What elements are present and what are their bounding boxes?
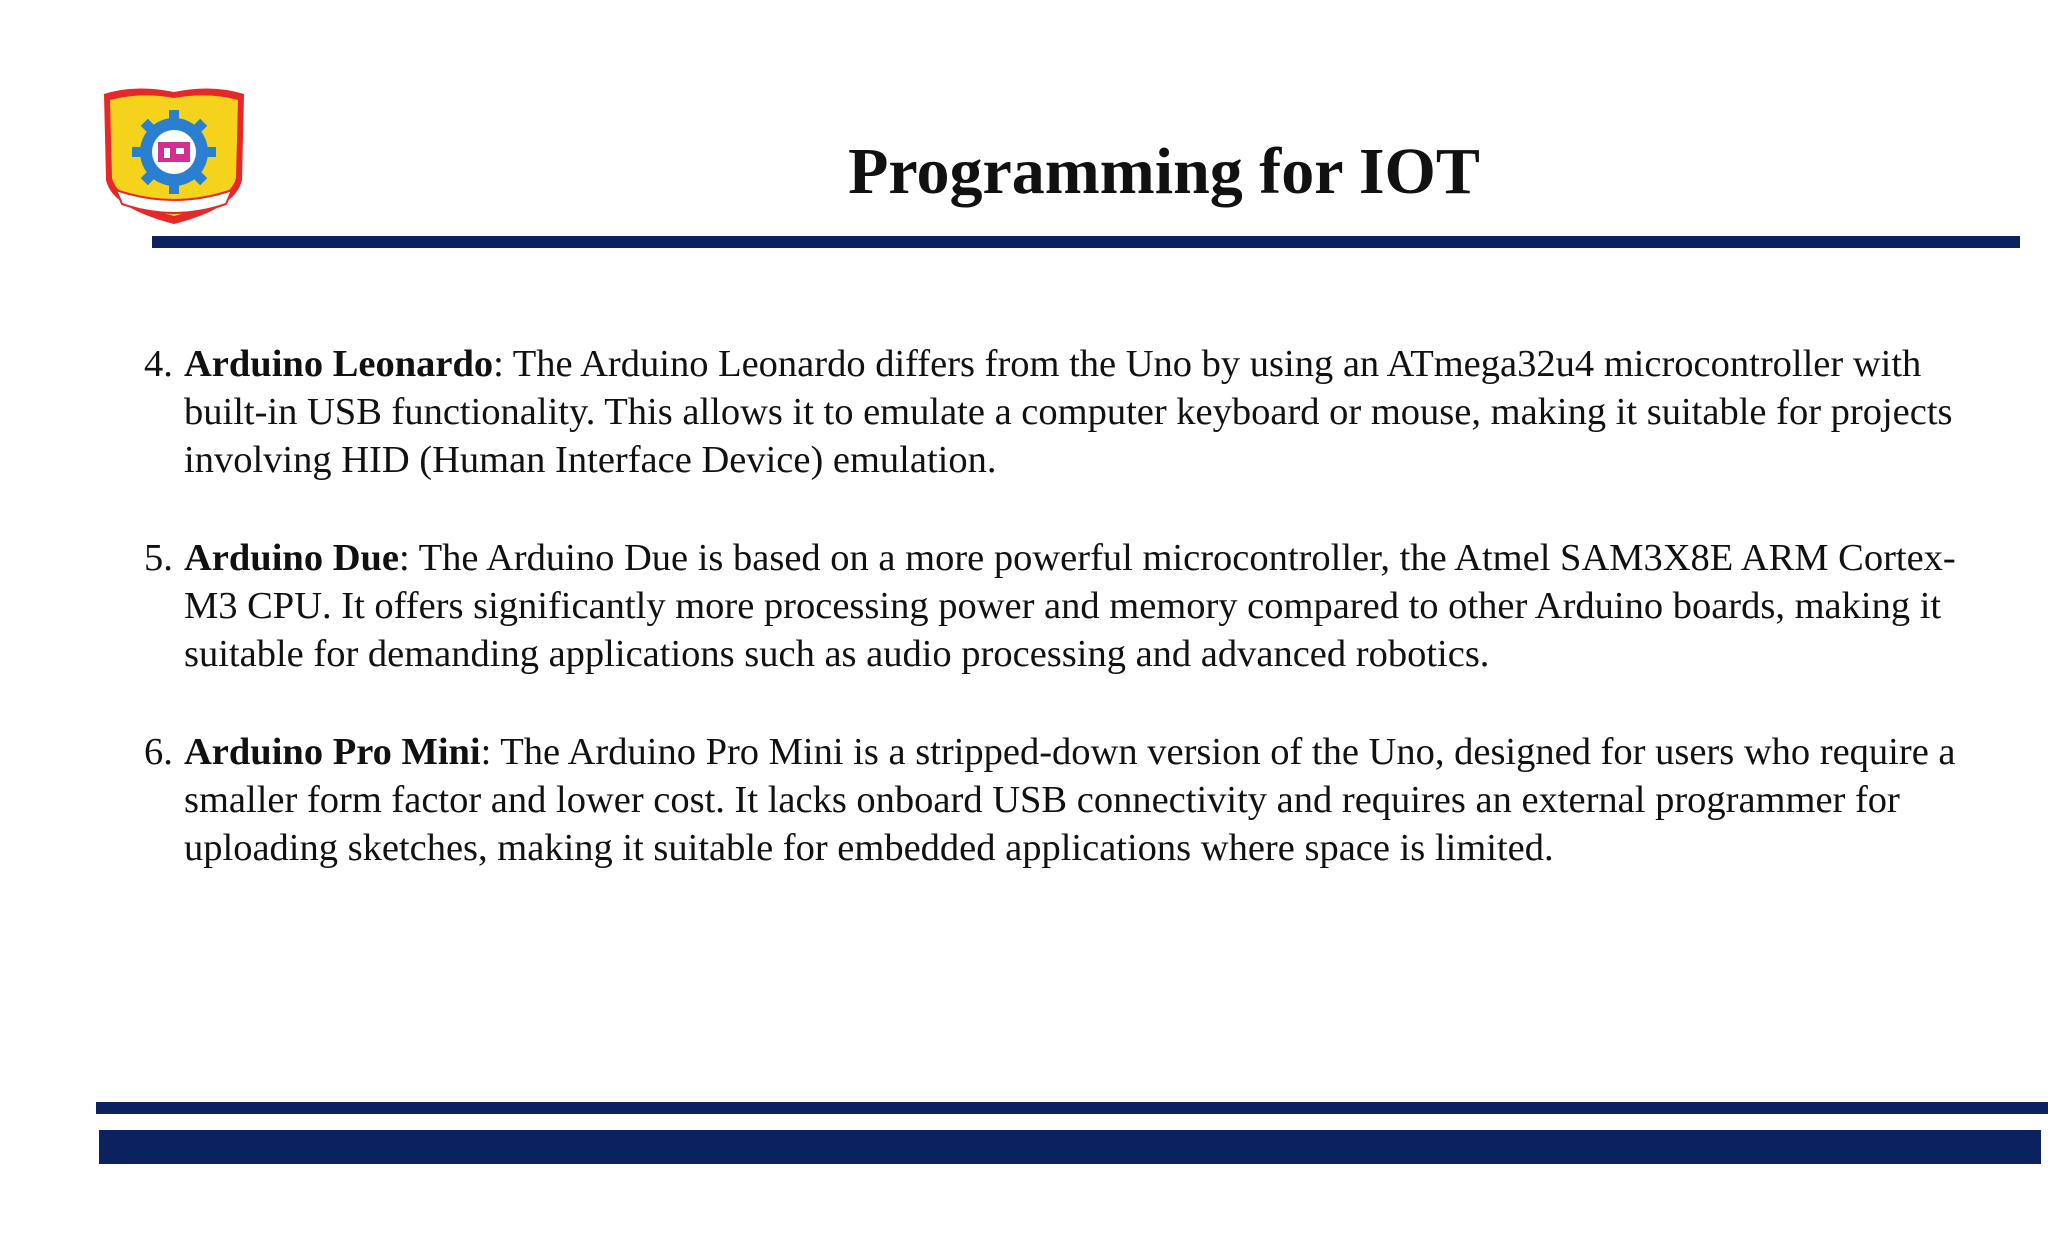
item-text: : The Arduino Pro Mini is a stripped-down version of the Uno, designed for users who require a smaller form factor and lower cost. It lacks onboard USB connectivity and requires an external programmer for uploading sketches, making it suitable for embedded applications where space is limited. (184, 731, 1956, 869)
item-body (184, 534, 1964, 678)
list-item-leonardo (144, 340, 1964, 484)
footer-bar (99, 1130, 2041, 1164)
list-item-pro-mini (144, 728, 1964, 872)
item-number: 6. (144, 731, 173, 773)
list-item-due (144, 534, 1964, 678)
item-text: : The Arduino Due is based on a more powerful microcontroller, the Atmel SAM3X8E ARM Cortex-M3 CPU. It offers significantly more processing power and memory compared to other Arduino boards, making it suitable for demanding applications such as audio processing and advanced robotics. (184, 537, 1956, 675)
item-term: Arduino Due (184, 537, 400, 579)
title-divider (152, 236, 2020, 248)
item-term: Arduino Pro Mini (184, 731, 481, 773)
footer-divider-thin (96, 1102, 2048, 1114)
item-number: 4. (144, 343, 173, 385)
item-text: : The Arduino Leonardo differs from the Uno by using an ATmega32u4 microcontroller with built-in USB functionality. This allows it to emulate a computer keyboard or mouse, making it suitable for projects involving HID (Human Interface Device) emulation. (184, 343, 1953, 481)
item-body (184, 340, 1964, 484)
item-list (144, 340, 1964, 922)
slide-title: Programming for IOT (848, 135, 1480, 208)
item-term: Arduino Leonardo (184, 343, 494, 385)
item-body (184, 728, 1964, 872)
item-number: 5. (144, 537, 173, 579)
